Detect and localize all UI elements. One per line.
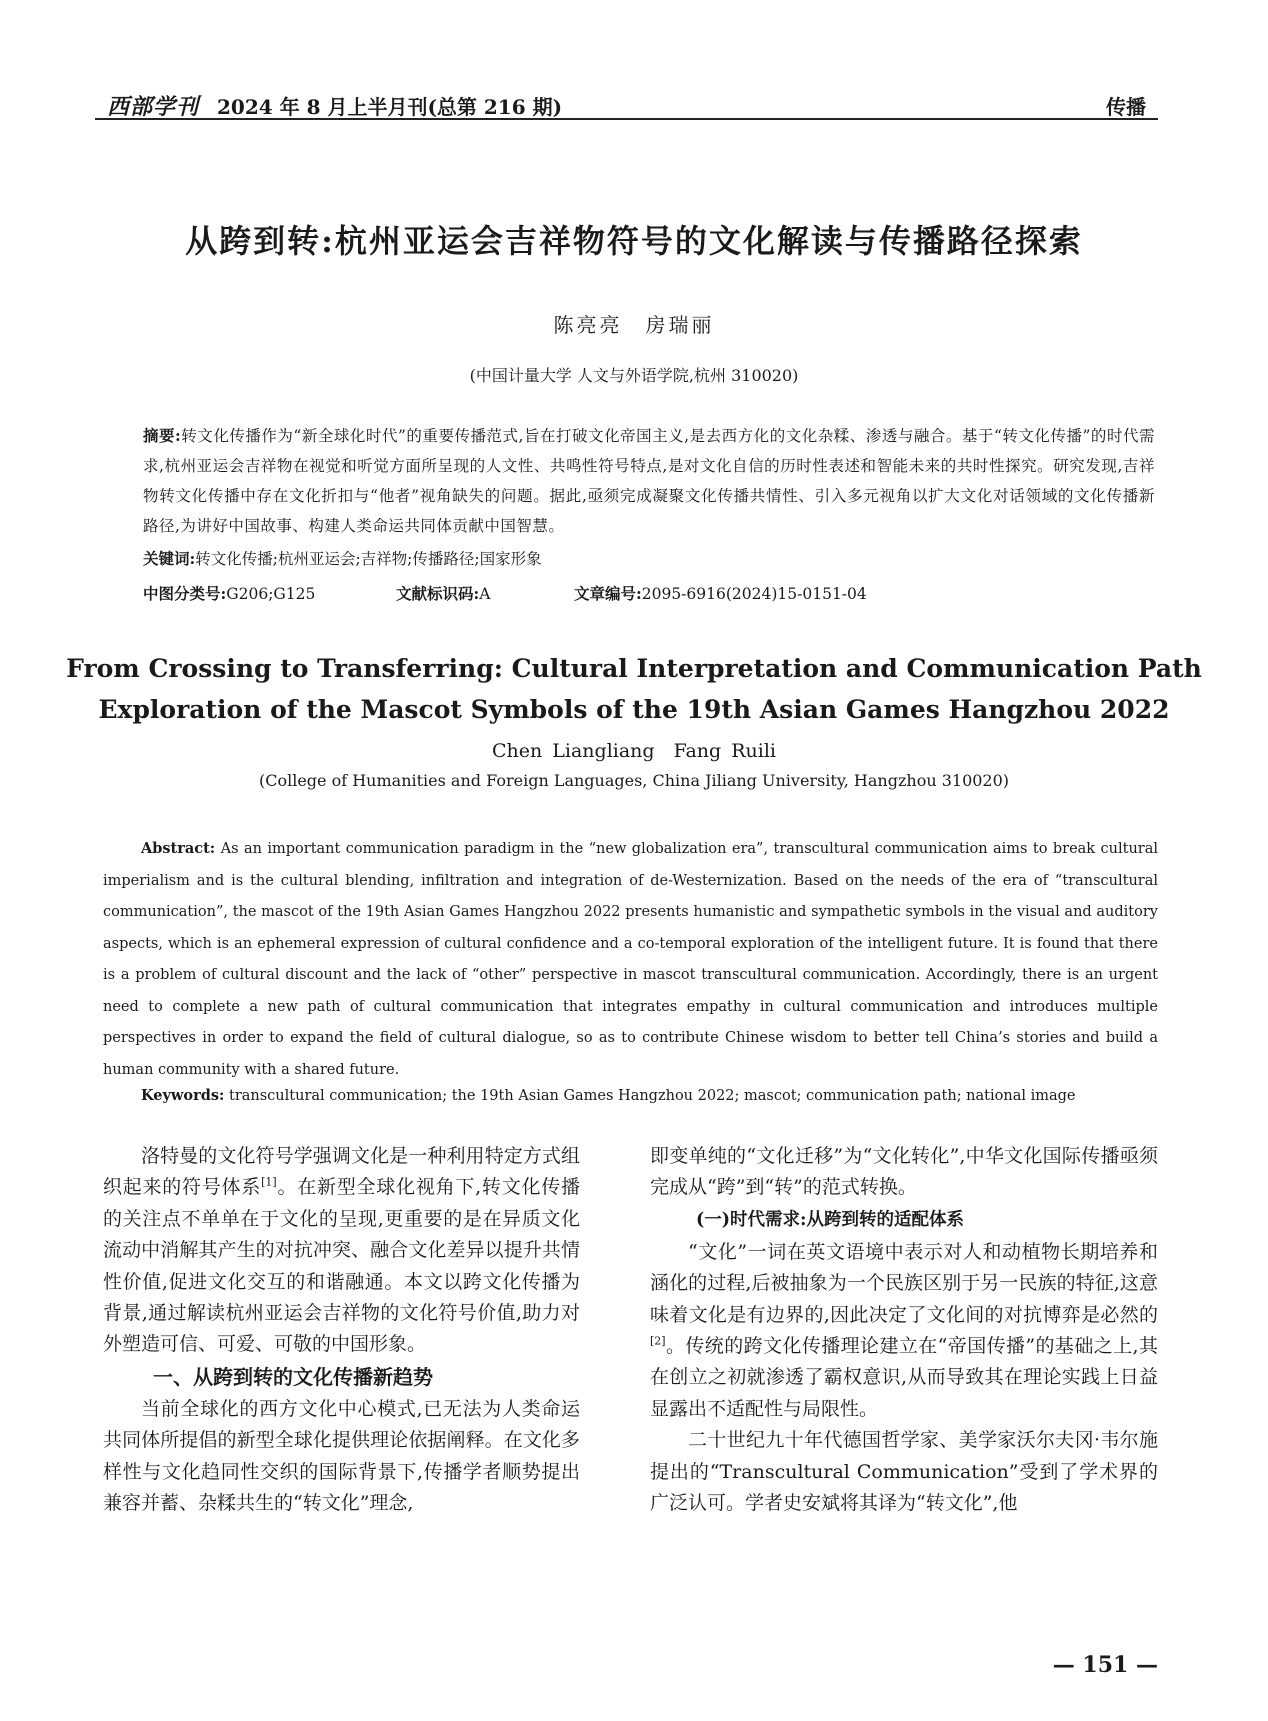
abstract-english	[103, 833, 1158, 1086]
affiliation-english: (College of Humanities and Foreign Languages, China Jiliang University, Hangzhou 310020)	[258, 771, 1010, 790]
title-en-line1: From Crossing to Transferring: Cultural Interpretation and Communication Path	[66, 654, 1202, 683]
keywords-en-label: Keywords:	[141, 1087, 225, 1104]
body-paragraph: 二十世纪九十年代德国哲学家、美学家沃尔夫冈·韦尔施提出的“Transcultural Communication”受到了学术界的广泛认可。学者史安斌将其译为“转文化”,他	[650, 1429, 1158, 1515]
title-chinese: 从跨到转:杭州亚运会吉祥物符号的文化解读与传播路径探索	[185, 222, 1083, 260]
title-english	[60, 648, 1208, 730]
abstract-cn-label: 摘要:	[143, 426, 182, 445]
section-label: 传播	[1106, 95, 1146, 119]
citation-ref: [2]	[650, 1334, 666, 1348]
body-paragraph: “文化”一词在英文语境中表示对人和动植物长期培养和涵化的过程,后被抽象为一个民族区别于另一民族的特征,这意味着文化是有边界的,因此决定了文化间的对抗博弈是必然的[2]。传统的跨文化传播理论建立在“帝国传播”的基础之上,其在创立之初就渗透了霸权意识,从而导致其在理论实践上日益显露出不适配性与局限性。	[650, 1240, 1158, 1420]
body-paragraph: 当前全球化的西方文化中心模式,已无法为人类命运共同体所提倡的新型全球化提供理论依据阐释。在文化多样性与文化趋同性交织的国际背景下,传播学者顺势提出兼容并蓄、杂糅共生的“转文化”理念,	[103, 1397, 580, 1515]
keywords-en-text: transcultural communication; the 19th Asian Games Hangzhou 2022; mascot; communication path; national image	[229, 1088, 1076, 1104]
citation-ref: [1]	[261, 1176, 277, 1190]
running-header	[95, 88, 1158, 120]
keywords-chinese	[143, 547, 542, 569]
body-paragraph: 洛特曼的文化符号学强调文化是一种利用特定方式组织起来的符号体系[1]。在新型全球化视角下,转文化传播的关注点不单单在于文化的呈现,更重要的是在异质文化流动中消解其产生的对抗冲突、融合文化差异以提升共情性价值,促进文化交互的和谐融通。本文以跨文化传播为背景,通过解读杭州亚运会吉祥物的文化符号价值,助力对外塑造可信、可爱、可敬的中国形象。	[103, 1145, 580, 1356]
subsection-heading: (一)时代需求:从跨到转的适配体系	[696, 1209, 965, 1230]
abstract-en-label: Abstract:	[141, 840, 216, 857]
body-paragraph: 即变单纯的“文化迁移”为“文化转化”,中华文化国际传播亟须完成从“跨”到“转”的范式转换。	[650, 1145, 1158, 1199]
keywords-cn-text: 转文化传播;杭州亚运会;吉祥物;传播路径;国家形象	[195, 550, 542, 568]
abstract-cn-text: 转文化传播作为“新全球化时代”的重要传播范式,旨在打破文化帝国主义,是去西方化的文化杂糅、渗透与融合。基于“转文化传播”的时代需求,杭州亚运会吉祥物在视觉和听觉方面所呈现的人文性、共鸣性符号特点,是对文化自信的历时性表述和智能未来的共时性探究。研究发现,吉祥物转文化传播中存在文化折扣与“他者”视角缺失的问题。据此,亟须完成凝聚文化传播共情性、引入多元视角以扩大文化对话领域的文化传播新路径,为讲好中国故事、构建人类命运共同体贡献中国智慧。	[143, 427, 1155, 535]
issue-info: 2024 年 8 月上半月刊(总第 216 期)	[217, 95, 563, 119]
section-heading: 一、从跨到转的文化传播新趋势	[153, 1364, 433, 1389]
abstract-chinese	[143, 421, 1155, 541]
clc-code: 中图分类号:G206;G125	[143, 584, 316, 603]
keywords-cn-label: 关键词:	[143, 549, 196, 568]
article-number: 文章编号:2095-6916(2024)15-0151-04	[574, 584, 867, 603]
abstract-en-text: As an important communication paradigm in the “new globalization era”, transcultural communication aims to break cultural imperialism and is the cultural blending, infiltration and integration of de-Westernization. Based on the needs of the era of “transcultural communication”, the mascot of the 19th Asian Games Hangzhou 2022 presents humanistic and sympathetic symbols in the visual and auditory aspects, which is an ephemeral expression of cultural confidence and a co-temporal exploration of the intelligent future. It is found that there is a problem of cultural discount and the lack of “other” perspective in mascot transcultural communication. Accordingly, there is an urgent need to complete a new path of cultural communication that integrates empathy in cultural communication and introduces multiple perspectives in order to expand the field of cultural dialogue, so as to contribute Chinese wisdom to better tell China’s stories and build a human community with a shared future.	[103, 841, 1158, 1078]
page-number: — 151 —	[1052, 1652, 1158, 1678]
body-column-left	[103, 1141, 580, 1519]
keywords-english	[141, 1087, 1076, 1104]
body-column-right	[650, 1141, 1158, 1519]
title-en-line2: Exploration of the Mascot Symbols of the 19th Asian Games Hangzhou 2022	[98, 695, 1170, 724]
journal-logo: 西部学刊	[107, 94, 200, 120]
document-code: 文献标识码:A	[396, 584, 491, 603]
authors-chinese: 陈亮亮 房瑞丽	[553, 313, 715, 337]
authors-english: Chen Liangliang Fang Ruili	[491, 740, 777, 762]
affiliation-chinese: (中国计量大学 人文与外语学院,杭州 310020)	[469, 366, 799, 385]
